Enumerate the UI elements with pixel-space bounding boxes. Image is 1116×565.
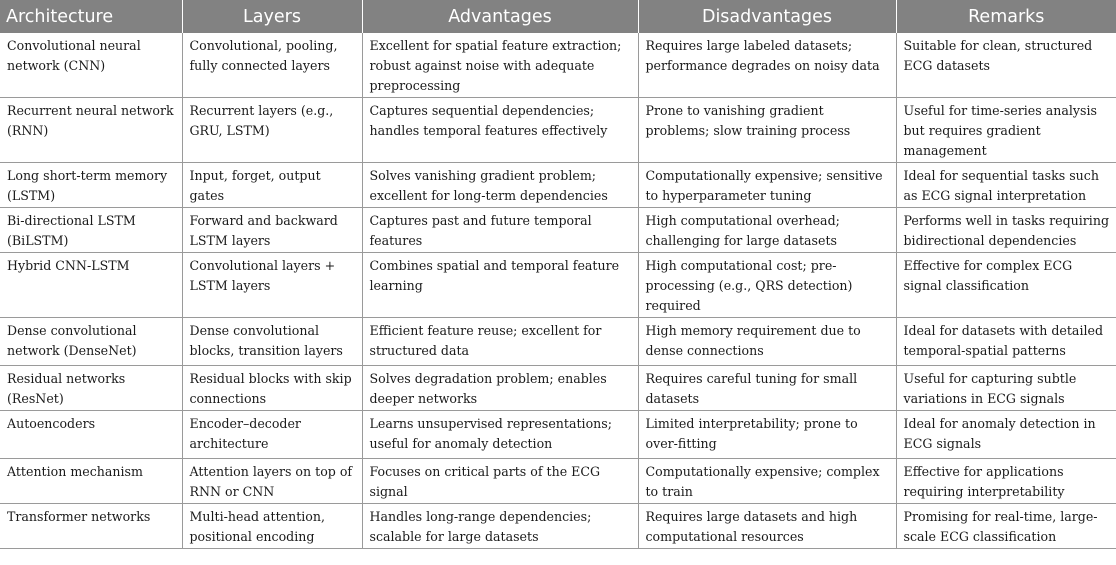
table-body [0,33,1116,549]
cell-remarks: Promising for real-time, large-scale ECG classification [896,504,1116,549]
cell-layers: Convolutional layers + LSTM layers [182,253,362,318]
cell-advantages: Combines spatial and temporal feature learning [362,253,638,318]
cell-advantages: Efficient feature reuse; excellent for structured data [362,318,638,366]
cell-remarks: Ideal for anomaly detection in ECG signals [896,411,1116,459]
table-row [0,208,1116,253]
cell-architecture: Attention mechanism [0,459,182,504]
cell-remarks: Useful for time-series analysis but requires gradient management [896,98,1116,163]
cell-layers: Recurrent layers (e.g., GRU, LSTM) [182,98,362,163]
cell-layers: Input, forget, output gates [182,163,362,208]
cell-architecture: Autoencoders [0,411,182,459]
cell-disadvantages: High computational overhead; challenging for large datasets [638,208,896,253]
cell-disadvantages: Computationally expensive; complex to train [638,459,896,504]
cell-layers: Convolutional, pooling, fully connected layers [182,33,362,98]
cell-advantages: Captures past and future temporal features [362,208,638,253]
cell-disadvantages: Computationally expensive; sensitive to hyperparameter tuning [638,163,896,208]
cell-architecture: Long short-term memory (LSTM) [0,163,182,208]
cell-disadvantages: High memory requirement due to dense connections [638,318,896,366]
cell-layers: Encoder–decoder architecture [182,411,362,459]
cell-remarks: Effective for complex ECG signal classification [896,253,1116,318]
cell-remarks: Suitable for clean, structured ECG datasets [896,33,1116,98]
table-row [0,163,1116,208]
cell-advantages: Excellent for spatial feature extraction; robust against noise with adequate preprocessing [362,33,638,98]
cell-remarks: Ideal for datasets with detailed temporal-spatial patterns [896,318,1116,366]
table-row [0,98,1116,163]
cell-disadvantages: Limited interpretability; prone to over-fitting [638,411,896,459]
header-architecture: Architecture [0,0,182,33]
header-advantages: Advantages [362,0,638,33]
header-row [0,0,1116,33]
cell-advantages: Solves degradation problem; enables deeper networks [362,366,638,411]
table-header [0,0,1116,33]
cell-architecture: Recurrent neural network (RNN) [0,98,182,163]
cell-architecture: Dense convolutional network (DenseNet) [0,318,182,366]
cell-advantages: Solves vanishing gradient problem; excellent for long-term dependencies [362,163,638,208]
cell-advantages: Captures sequential dependencies; handles temporal features effectively [362,98,638,163]
cell-layers: Residual blocks with skip connections [182,366,362,411]
cell-disadvantages: Requires careful tuning for small datasets [638,366,896,411]
table-row [0,504,1116,549]
cell-disadvantages: Requires large labeled datasets; performance degrades on noisy data [638,33,896,98]
header-remarks: Remarks [896,0,1116,33]
cell-architecture: Transformer networks [0,504,182,549]
cell-architecture: Bi-directional LSTM (BiLSTM) [0,208,182,253]
table-row [0,253,1116,318]
cell-layers: Forward and backward LSTM layers [182,208,362,253]
cell-architecture: Residual networks (ResNet) [0,366,182,411]
cell-advantages: Handles long-range dependencies; scalable for large datasets [362,504,638,549]
cell-layers: Dense convolutional blocks, transition layers [182,318,362,366]
cell-disadvantages: Requires large datasets and high computational resources [638,504,896,549]
cell-remarks: Effective for applications requiring interpretability [896,459,1116,504]
cell-layers: Attention layers on top of RNN or CNN [182,459,362,504]
cell-advantages: Focuses on critical parts of the ECG signal [362,459,638,504]
header-disadvantages: Disadvantages [638,0,896,33]
cell-layers: Multi-head attention, positional encoding [182,504,362,549]
cell-advantages: Learns unsupervised representations; useful for anomaly detection [362,411,638,459]
table-row [0,411,1116,459]
cell-disadvantages: Prone to vanishing gradient problems; slow training process [638,98,896,163]
cell-architecture: Hybrid CNN-LSTM [0,253,182,318]
cell-remarks: Useful for capturing subtle variations in ECG signals [896,366,1116,411]
cell-remarks: Performs well in tasks requiring bidirectional dependencies [896,208,1116,253]
header-layers: Layers [182,0,362,33]
cell-architecture: Convolutional neural network (CNN) [0,33,182,98]
cell-remarks: Ideal for sequential tasks such as ECG signal interpretation [896,163,1116,208]
table-row [0,459,1116,504]
table-row [0,33,1116,98]
cell-disadvantages: High computational cost; pre-processing (e.g., QRS detection) required [638,253,896,318]
table-row [0,366,1116,411]
table-row [0,318,1116,366]
